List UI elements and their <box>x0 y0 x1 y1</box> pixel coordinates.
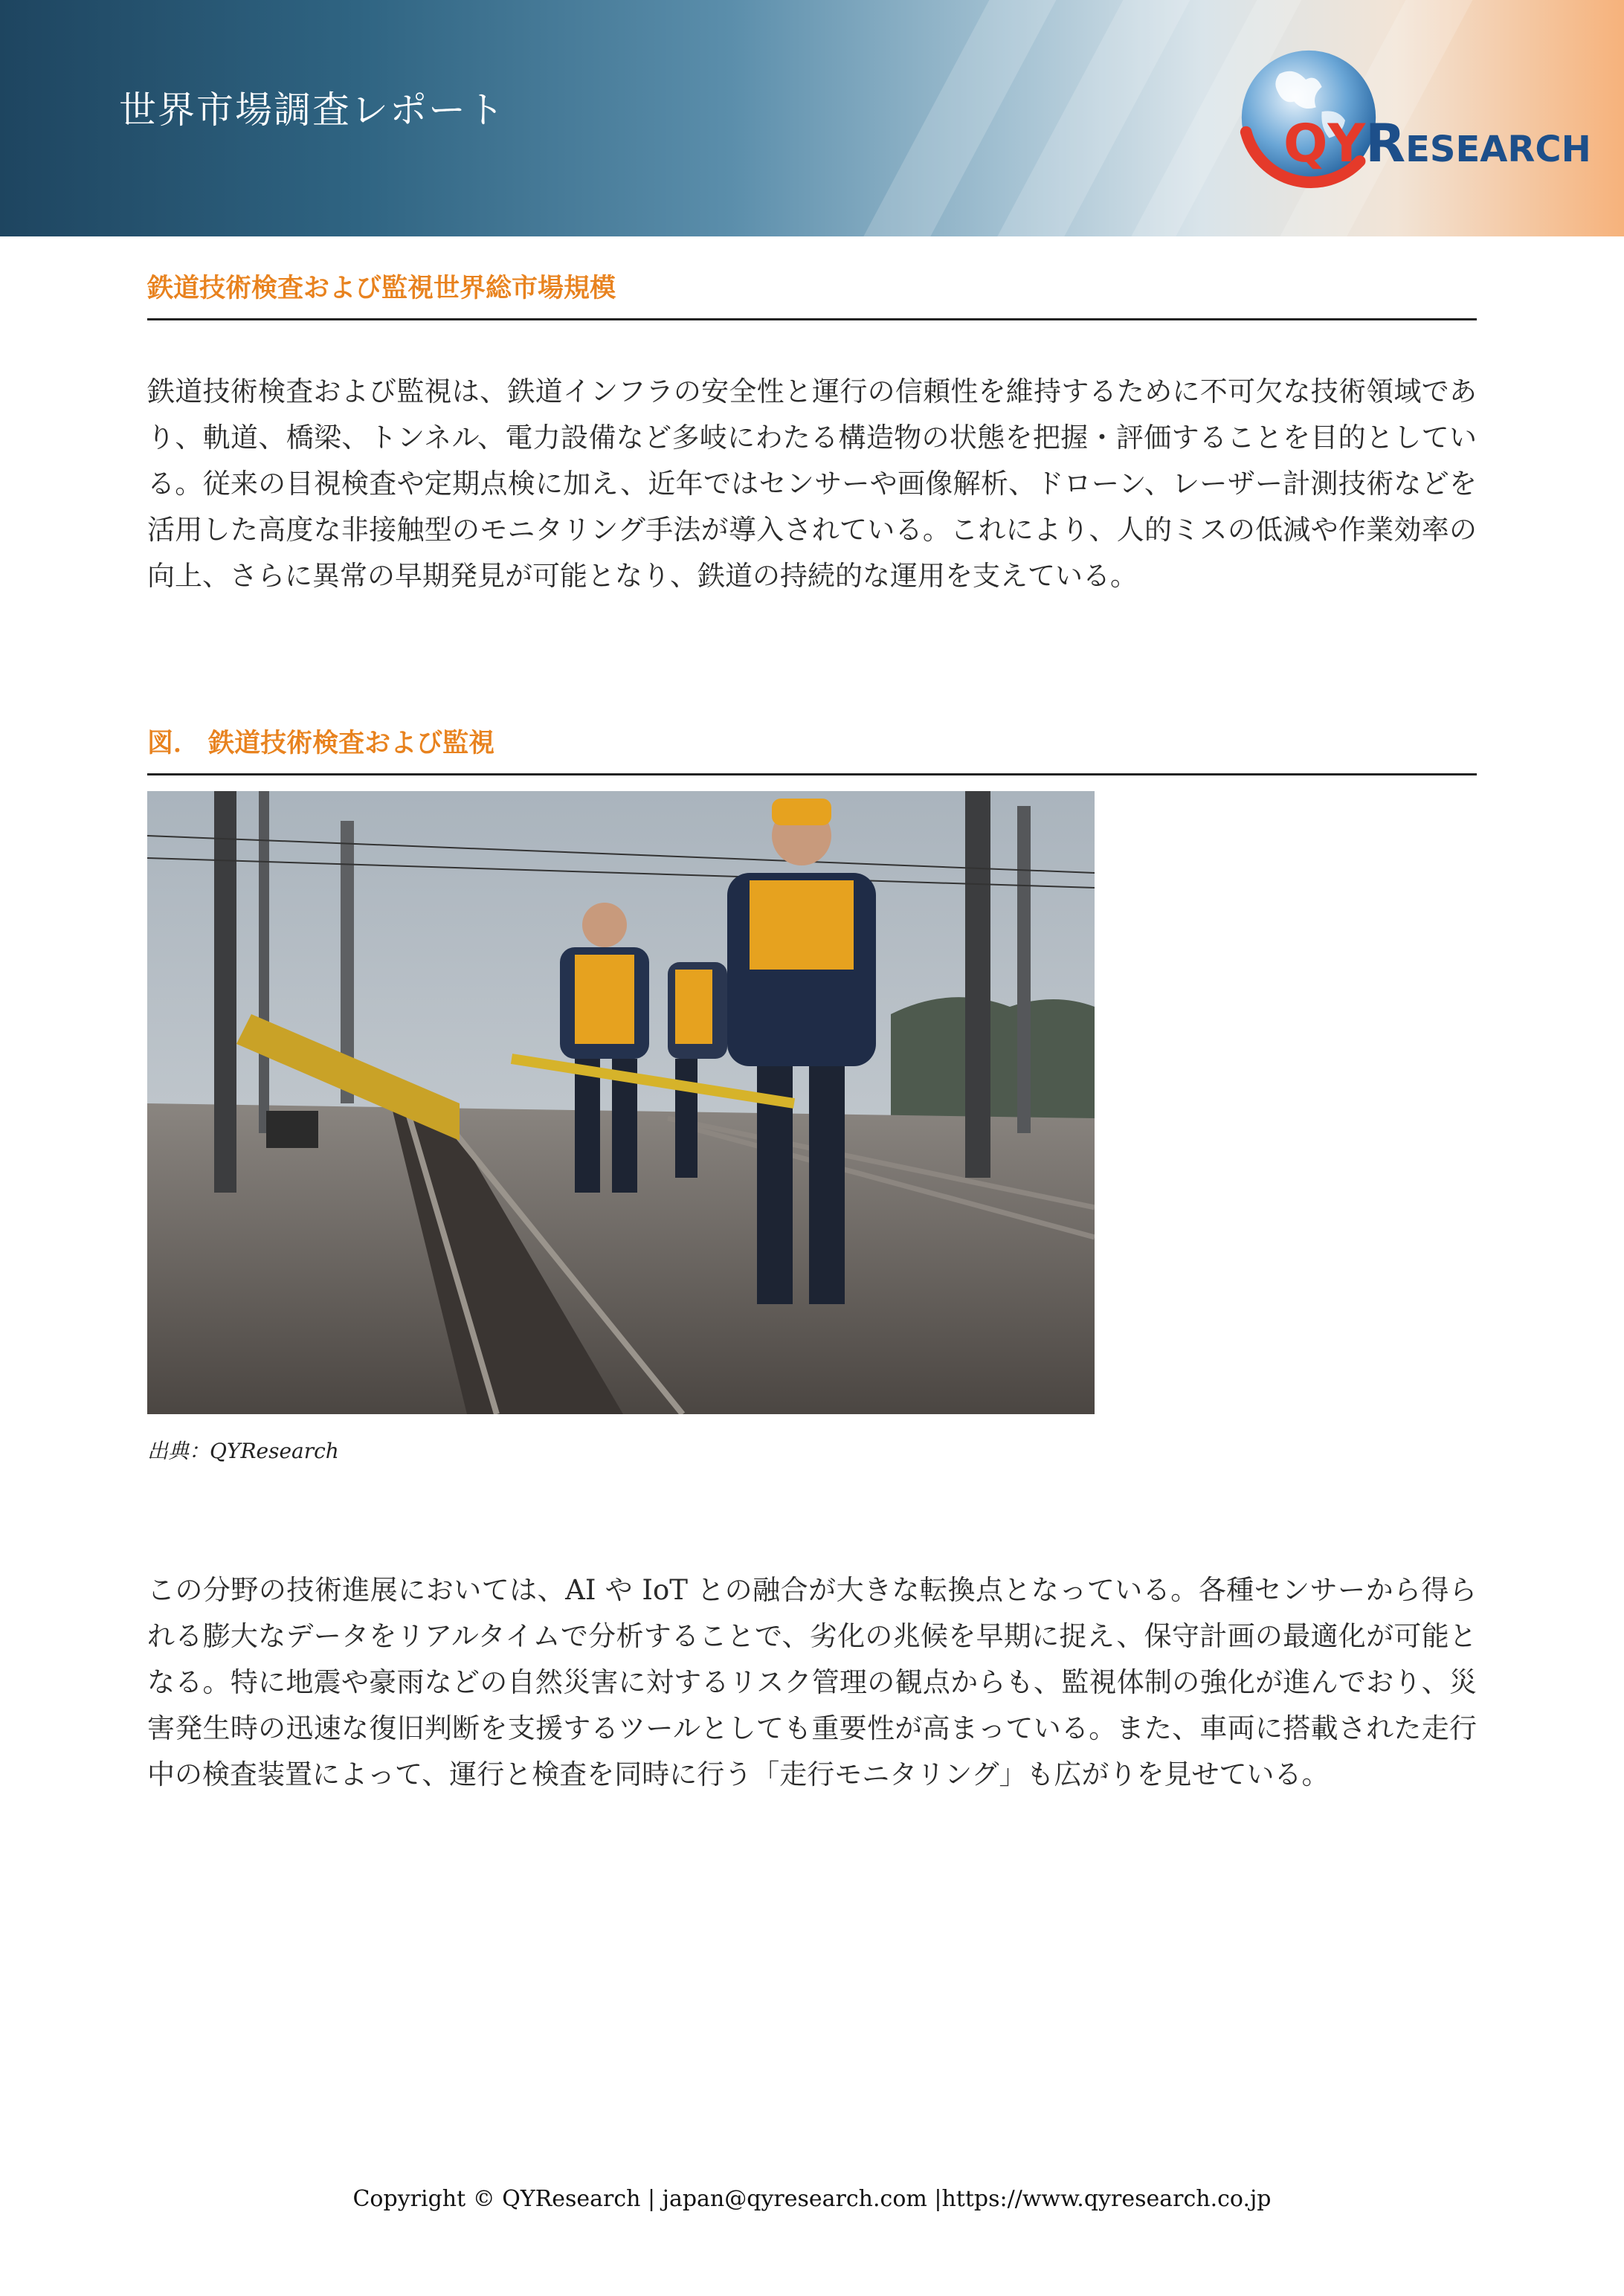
technology-paragraph: この分野の技術進展においては、AI や IoT との融合が大きな転換点となっている。各種センサーから得られる膨大なデータをリアルタイムで分析することで、劣化の兆候を早期に捉え、保守計画の最適化が可能となる。特に地震や豪雨などの自然災害に対するリスク管理の観点からも、監視体制の強化が進んでおり、災害発生時の迅速な復旧判断を支援するツールとしても重要性が高まっている。また、車両に搭載された走行中の検査装置によって、運行と検査を同時に行う「走行モニタリング」も広がりを見せている。 <box>147 1574 1477 1790</box>
header-banner <box>0 0 1624 236</box>
railway-workers-photo <box>147 791 1095 1414</box>
logo-esearch: ESEARCH <box>1405 129 1591 170</box>
logo-r: R <box>1365 113 1406 174</box>
railway-scene-illustration <box>147 791 1095 1414</box>
intro-paragraph: 鉄道技術検査および監視は、鉄道インフラの安全性と運行の信頼性を維持するために不可欠な技術領域であり、軌道、橋梁、トンネル、電力設備など多岐にわたる構造物の状態を把握・評価することを目的としている。従来の目視検査や定期点検に加え、近年ではセンサーや画像解析、ドローン、レーザー計測技術などを活用した高度な非接触型のモニタリング手法が導入されている。これにより、人的ミスの低減や作業効率の向上、さらに異常の早期発見が可能となり、鉄道の持続的な運用を支えている。 <box>147 375 1477 592</box>
report-title: 世界市場調査レポート <box>119 88 506 132</box>
figure-heading: 図． 鉄道技術検査および監視 <box>147 723 1477 775</box>
figure-caption: 出典：QYResearch <box>147 1439 339 1463</box>
logo-qy: QY <box>1283 113 1366 174</box>
logo-wordmark <box>1283 113 1591 174</box>
footer-copyright: Copyright © QYResearch | japan@qyresearch.com |https://www.qyresearch.co.jp <box>352 2186 1272 2212</box>
qyresearch-logo <box>1234 45 1591 193</box>
section-heading-market-size: 鉄道技術検査および監視世界総市場規模 <box>147 268 1477 320</box>
